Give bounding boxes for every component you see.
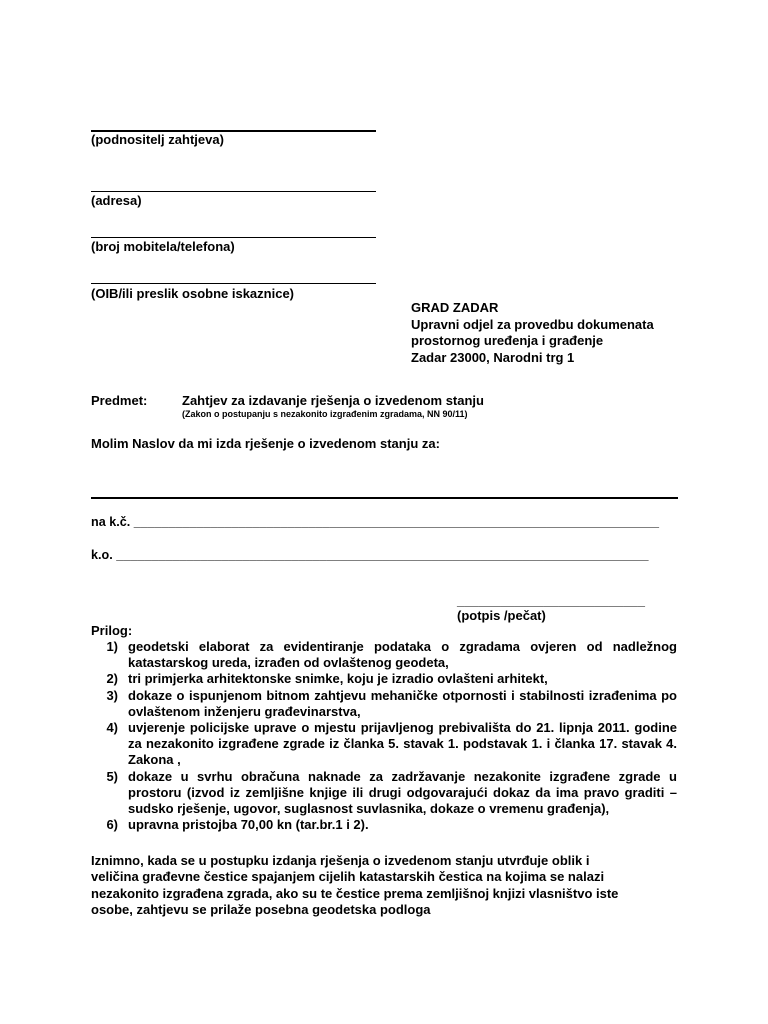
address-label: (adresa) [91,193,142,208]
cadastral-municipality-field[interactable]: k.o. ____________________________________________________________________________ [91,548,649,562]
oib-label: (OIB/ili preslik osobne iskaznice) [91,286,295,301]
subject-title: Zahtjev za izdavanje rješenja o izvedenom stanju [182,393,484,408]
attachments-heading: Prilog: [91,623,133,638]
list-item: 2) tri primjerka arhitektonske snimke, koju je izradio ovlašteni arhitekt, [106,671,548,687]
list-item: 4) uvjerenje policijske uprave o mjestu prijavljenog prebivališta do 21. lipnja 2011. godine za nezakonito izgrađene zgrade iz članka 5. stavak 1. podstavak 1. i članka 17. stavak 4. Zakona , [106,720,677,768]
note-line-2: veličina građevne čestice spajanjem cijelih katastarskih čestica na kojima se nalazi [91,869,605,885]
list-item: 6) upravna pristojba 70,00 kn (tar.br.1 i 2). [106,817,369,833]
attachments-list [91,639,677,833]
list-item: 5) dokaze u svrhu obračuna naknade za zadržavanje nezakonite izgrađene zgrade u prostoru (izvod iz zemljišne knjige ili drugi odgovarajući dokaz da ima pravo graditi – sudsko rješenje, ugovor, suglasnost suvlasnika, dokaze o vremenu građenja), [106,768,677,817]
subject-label: Predmet: [91,393,148,408]
cadastral-parcel-field[interactable]: na k.č. ___________________________________________________________________________ [91,515,660,529]
recipient-line-3: prostornog uređenja i građenje [411,333,604,348]
note-line-1: Iznimno, kada se u postupku izdanja rješenja o izvedenom stanju utvrđuje oblik i [91,853,590,868]
recipient-address [411,300,654,366]
phone-line[interactable] [91,237,376,238]
recipient-line-4: Zadar 23000, Narodni trg 1 [411,349,575,365]
phone-label: (broj mobitela/telefona) [91,239,235,254]
recipient-line-2: Upravni odjel za provedbu dokumenata [411,316,654,332]
note-line-4: osobe, zahtjevu se prilaže posebna geodetska podloga [91,901,431,917]
recipient-line-1: GRAD ZADAR [411,300,499,315]
attachments-section [91,623,677,833]
list-item: 1) geodetski elaborat za evidentiranje podataka o zgradama ovjeren od nadležnog katastarskog ureda, izrađen od ovlaštenog geodeta, [106,639,677,671]
subject-subtitle: (Zakon o postupanju s nezakonito izgrađenim zgradama, NN 90/11) [182,409,468,419]
oib-line[interactable] [91,283,376,284]
applicant-name-label: (podnositelj zahtjeva) [91,132,224,147]
signature-line[interactable]: __________________________ [457,593,645,608]
building-description-line[interactable] [91,497,678,499]
request-text: Molim Naslov da mi izda rješenje o izvedenom stanju za: [91,436,440,451]
signature-label: (potpis /pečat) [457,608,546,623]
note-line-3: nezakonito izgrađena zgrada, ako su te čestice prema zemljišnoj knjizi vlasništvo iste [91,885,619,901]
list-item: 3) dokaze o ispunjenom bitnom zahtjevu mehaničke otpornosti i stabilnosti izrađenima po ovlaštenom inženjeru građevinarstva, [106,687,677,719]
exception-note [91,853,681,918]
address-line[interactable] [91,191,376,192]
